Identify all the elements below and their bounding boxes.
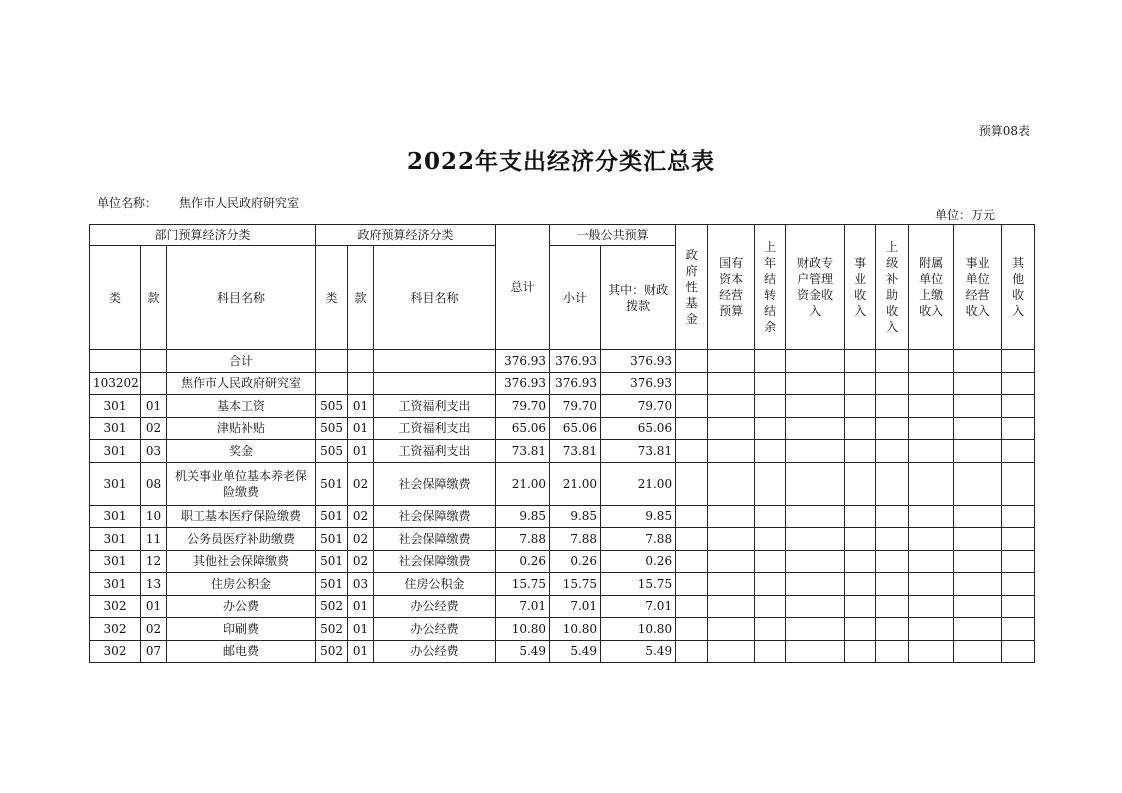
cell-empty [755, 550, 786, 573]
cell-empty [755, 395, 786, 418]
cell-empty [676, 505, 708, 528]
cell-empty [786, 350, 845, 373]
cell-gov-subject: 社会保障缴费 [374, 550, 496, 573]
cell-kuan [141, 350, 167, 373]
cell-fiscal: 21.00 [601, 462, 676, 505]
cell-gov-kuan: 02 [348, 505, 374, 528]
cell-empty [876, 395, 909, 418]
cell-gov-subject: 办公经费 [374, 618, 496, 641]
table-row [90, 462, 1035, 505]
cell-empty [676, 372, 708, 395]
cell-empty [876, 573, 909, 596]
cell-empty [876, 528, 909, 551]
cell-gov-subject [374, 372, 496, 395]
cell-lei: 302 [90, 618, 141, 641]
cell-lei: 301 [90, 417, 141, 440]
cell-empty [1002, 440, 1035, 463]
cell-fiscal: 7.88 [601, 528, 676, 551]
state-capital-header: 国有 资本 经营 预算 [708, 225, 755, 350]
cell-lei: 301 [90, 462, 141, 505]
cell-empty [909, 350, 954, 373]
cell-lei: 302 [90, 640, 141, 663]
cell-subject: 合计 [167, 350, 316, 373]
cell-empty [786, 395, 845, 418]
cell-empty [876, 595, 909, 618]
unit-name-line [97, 194, 299, 211]
cell-gov-lei: 502 [316, 640, 348, 663]
cell-kuan: 11 [141, 528, 167, 551]
cell-empty [786, 462, 845, 505]
cell-fiscal: 5.49 [601, 640, 676, 663]
table-row [90, 417, 1035, 440]
cell-empty [1002, 528, 1035, 551]
cell-empty [909, 595, 954, 618]
cell-gov-lei: 501 [316, 505, 348, 528]
cell-empty [954, 595, 1002, 618]
cell-gov-lei: 501 [316, 462, 348, 505]
cell-empty [954, 573, 1002, 596]
cell-fiscal: 65.06 [601, 417, 676, 440]
cell-gov-subject: 工资福利支出 [374, 440, 496, 463]
cell-gov-subject: 社会保障缴费 [374, 462, 496, 505]
cell-subject: 住房公积金 [167, 573, 316, 596]
cell-empty [876, 372, 909, 395]
gov-fund-header: 政 府 性 基 金 [676, 225, 708, 350]
cell-gov-subject: 办公经费 [374, 595, 496, 618]
cell-gov-lei: 502 [316, 595, 348, 618]
document-number: 预算08表 [978, 124, 1030, 138]
kuan-header: 款 [141, 246, 167, 350]
cell-empty [708, 640, 755, 663]
cell-empty [909, 395, 954, 418]
cell-empty [876, 618, 909, 641]
cell-empty [909, 550, 954, 573]
currency-unit: 单位：万元 [934, 208, 995, 222]
cell-gov-kuan: 01 [348, 395, 374, 418]
cell-subtotal: 10.80 [550, 618, 601, 641]
cell-empty [909, 462, 954, 505]
table-row [90, 372, 1035, 395]
cell-empty [755, 440, 786, 463]
cell-empty [954, 350, 1002, 373]
cell-empty [909, 528, 954, 551]
cell-total: 5.49 [496, 640, 550, 663]
cell-gov-kuan: 02 [348, 528, 374, 551]
cell-gov-kuan: 02 [348, 462, 374, 505]
cell-gov-kuan [348, 350, 374, 373]
cell-gov-subject: 社会保障缴费 [374, 505, 496, 528]
cell-gov-lei: 502 [316, 618, 348, 641]
cell-total: 79.70 [496, 395, 550, 418]
cell-kuan: 01 [141, 595, 167, 618]
cell-empty [954, 550, 1002, 573]
cell-empty [954, 440, 1002, 463]
cell-empty [786, 440, 845, 463]
cell-empty [786, 573, 845, 596]
cell-gov-lei: 505 [316, 440, 348, 463]
cell-empty [845, 573, 876, 596]
dept-group-header: 部门预算经济分类 [90, 225, 316, 246]
cell-subject: 其他社会保障缴费 [167, 550, 316, 573]
cell-kuan: 01 [141, 395, 167, 418]
cell-empty [909, 372, 954, 395]
gov-subject-header: 科目名称 [374, 246, 496, 350]
cell-gov-kuan: 01 [348, 417, 374, 440]
cell-gov-subject: 工资福利支出 [374, 395, 496, 418]
cell-empty [708, 550, 755, 573]
cell-lei: 301 [90, 573, 141, 596]
cell-subtotal: 15.75 [550, 573, 601, 596]
cell-fiscal: 376.93 [601, 350, 676, 373]
cell-kuan: 10 [141, 505, 167, 528]
cell-empty [676, 417, 708, 440]
cell-subtotal: 0.26 [550, 550, 601, 573]
cell-empty [786, 550, 845, 573]
cell-empty [1002, 372, 1035, 395]
cell-empty [676, 618, 708, 641]
cell-empty [676, 440, 708, 463]
cell-empty [845, 395, 876, 418]
cell-empty [909, 440, 954, 463]
cell-empty [845, 505, 876, 528]
cell-empty [845, 640, 876, 663]
cell-subject: 公务员医疗补助缴费 [167, 528, 316, 551]
cell-empty [876, 462, 909, 505]
cell-subject: 办公费 [167, 595, 316, 618]
cell-fiscal: 79.70 [601, 395, 676, 418]
table-row [90, 550, 1035, 573]
cell-gov-lei: 505 [316, 417, 348, 440]
cell-empty [708, 440, 755, 463]
cell-empty [954, 462, 1002, 505]
cell-total: 21.00 [496, 462, 550, 505]
gov-kuan-header: 款 [348, 246, 374, 350]
cell-gov-lei [316, 350, 348, 373]
cell-lei: 301 [90, 440, 141, 463]
cell-empty [876, 440, 909, 463]
cell-subtotal: 376.93 [550, 372, 601, 395]
cell-total: 73.81 [496, 440, 550, 463]
cell-subject: 基本工资 [167, 395, 316, 418]
cell-total: 15.75 [496, 573, 550, 596]
subject-header: 科目名称 [167, 246, 316, 350]
cell-gov-kuan [348, 372, 374, 395]
table-row [90, 618, 1035, 641]
cell-empty [676, 528, 708, 551]
cell-empty [954, 372, 1002, 395]
cell-empty [845, 462, 876, 505]
total-header: 总计 [496, 225, 550, 350]
cell-subtotal: 73.81 [550, 440, 601, 463]
cell-empty [1002, 350, 1035, 373]
cell-gov-lei [316, 372, 348, 395]
cell-total: 0.26 [496, 550, 550, 573]
cell-gov-lei: 501 [316, 528, 348, 551]
cell-gov-lei: 501 [316, 573, 348, 596]
cell-gov-kuan: 02 [348, 550, 374, 573]
cell-kuan: 08 [141, 462, 167, 505]
cell-empty [708, 595, 755, 618]
cell-empty [708, 395, 755, 418]
cell-empty [676, 550, 708, 573]
cell-empty [1002, 550, 1035, 573]
cell-empty [755, 640, 786, 663]
cell-empty [676, 573, 708, 596]
cell-total: 7.01 [496, 595, 550, 618]
cell-empty [708, 618, 755, 641]
cell-empty [954, 395, 1002, 418]
fiscal-header: 其中：财政拨款 [601, 246, 676, 350]
cell-empty [1002, 505, 1035, 528]
cell-fiscal: 0.26 [601, 550, 676, 573]
cell-gov-subject: 社会保障缴费 [374, 528, 496, 551]
cell-gov-kuan: 01 [348, 640, 374, 663]
cell-subject: 津贴补贴 [167, 417, 316, 440]
fiscal-special-header: 财政专 户管理 资金收 入 [786, 225, 845, 350]
cell-kuan: 03 [141, 440, 167, 463]
cell-subject: 奖金 [167, 440, 316, 463]
cell-fiscal: 7.01 [601, 595, 676, 618]
cell-empty [1002, 417, 1035, 440]
other-income-header: 其 他 收 入 [1002, 225, 1035, 350]
cell-lei: 103202 [90, 372, 141, 395]
cell-kuan: 02 [141, 417, 167, 440]
cell-empty [845, 372, 876, 395]
cell-empty [909, 618, 954, 641]
gov-group-header: 政府预算经济分类 [316, 225, 496, 246]
cell-gov-kuan: 03 [348, 573, 374, 596]
cell-fiscal: 73.81 [601, 440, 676, 463]
cell-empty [909, 417, 954, 440]
cell-fiscal: 376.93 [601, 372, 676, 395]
cell-total: 10.80 [496, 618, 550, 641]
cell-empty [708, 417, 755, 440]
affiliated-header: 附属 单位 上缴 收入 [909, 225, 954, 350]
cell-kuan: 02 [141, 618, 167, 641]
cell-kuan [141, 372, 167, 395]
cell-empty [1002, 618, 1035, 641]
table-row [90, 573, 1035, 596]
cell-empty [786, 505, 845, 528]
cell-empty [954, 528, 1002, 551]
cell-empty [954, 618, 1002, 641]
cell-empty [708, 372, 755, 395]
table-row [90, 595, 1035, 618]
cell-total: 9.85 [496, 505, 550, 528]
cell-total: 65.06 [496, 417, 550, 440]
cell-empty [909, 505, 954, 528]
cell-empty [876, 350, 909, 373]
business-operation-header: 事业 单位 经营 收入 [954, 225, 1002, 350]
cell-fiscal: 15.75 [601, 573, 676, 596]
cell-empty [708, 350, 755, 373]
cell-empty [909, 573, 954, 596]
cell-gov-subject: 工资福利支出 [374, 417, 496, 440]
table-row [90, 528, 1035, 551]
cell-gov-kuan: 01 [348, 440, 374, 463]
cell-empty [876, 550, 909, 573]
cell-lei: 302 [90, 595, 141, 618]
general-public-header: 一般公共预算 [550, 225, 676, 246]
cell-empty [755, 595, 786, 618]
cell-empty [755, 618, 786, 641]
cell-kuan: 13 [141, 573, 167, 596]
cell-empty [845, 440, 876, 463]
cell-gov-kuan: 01 [348, 595, 374, 618]
cell-gov-subject [374, 350, 496, 373]
cell-empty [1002, 595, 1035, 618]
cell-empty [845, 618, 876, 641]
cell-empty [676, 640, 708, 663]
cell-subject: 印刷费 [167, 618, 316, 641]
cell-empty [786, 528, 845, 551]
cell-empty [755, 573, 786, 596]
cell-lei: 301 [90, 528, 141, 551]
expenditure-table [89, 224, 1035, 663]
cell-gov-subject: 住房公积金 [374, 573, 496, 596]
subtotal-header: 小计 [550, 246, 601, 350]
cell-kuan: 07 [141, 640, 167, 663]
cell-empty [786, 618, 845, 641]
cell-empty [876, 505, 909, 528]
cell-empty [676, 350, 708, 373]
cell-fiscal: 9.85 [601, 505, 676, 528]
unit-name-label: 单位名称： [97, 196, 158, 210]
cell-empty [1002, 640, 1035, 663]
cell-empty [876, 417, 909, 440]
cell-empty [755, 372, 786, 395]
cell-subtotal: 376.93 [550, 350, 601, 373]
table-row [90, 640, 1035, 663]
cell-empty [845, 417, 876, 440]
cell-total: 376.93 [496, 372, 550, 395]
cell-subtotal: 7.01 [550, 595, 601, 618]
cell-empty [786, 417, 845, 440]
cell-subtotal: 9.85 [550, 505, 601, 528]
table-row [90, 440, 1035, 463]
cell-empty [708, 528, 755, 551]
cell-kuan: 12 [141, 550, 167, 573]
cell-empty [708, 573, 755, 596]
cell-empty [954, 505, 1002, 528]
cell-empty [755, 417, 786, 440]
cell-lei: 301 [90, 550, 141, 573]
cell-subject: 职工基本医疗保险缴费 [167, 505, 316, 528]
cell-empty [755, 505, 786, 528]
cell-empty [909, 640, 954, 663]
cell-total: 7.88 [496, 528, 550, 551]
cell-subtotal: 21.00 [550, 462, 601, 505]
cell-empty [708, 462, 755, 505]
header-row-1 [90, 225, 1035, 246]
cell-total: 376.93 [496, 350, 550, 373]
cell-empty [786, 595, 845, 618]
cell-subject: 机关事业单位基本养老保险缴费 [167, 462, 316, 505]
cell-lei: 301 [90, 395, 141, 418]
cell-empty [1002, 573, 1035, 596]
cell-subtotal: 7.88 [550, 528, 601, 551]
cell-gov-lei: 505 [316, 395, 348, 418]
gov-lei-header: 类 [316, 246, 348, 350]
unit-name-value: 焦作市人民政府研究室 [179, 196, 300, 210]
cell-empty [676, 595, 708, 618]
cell-empty [676, 462, 708, 505]
business-income-header: 事 业 收 入 [845, 225, 876, 350]
table-row [90, 395, 1035, 418]
cell-empty [755, 350, 786, 373]
cell-subtotal: 65.06 [550, 417, 601, 440]
cell-fiscal: 10.80 [601, 618, 676, 641]
cell-empty [876, 640, 909, 663]
cell-empty [1002, 462, 1035, 505]
cell-empty [845, 595, 876, 618]
cell-gov-lei: 501 [316, 550, 348, 573]
cell-subtotal: 79.70 [550, 395, 601, 418]
cell-gov-kuan: 01 [348, 618, 374, 641]
cell-subject: 焦作市人民政府研究室 [167, 372, 316, 395]
cell-empty [786, 372, 845, 395]
cell-empty [755, 528, 786, 551]
cell-empty [786, 640, 845, 663]
cell-empty [954, 640, 1002, 663]
prev-surplus-header: 上 年 结 转 结 余 [755, 225, 786, 350]
cell-empty [845, 528, 876, 551]
cell-empty [755, 462, 786, 505]
cell-lei [90, 350, 141, 373]
cell-subtotal: 5.49 [550, 640, 601, 663]
table-row [90, 505, 1035, 528]
cell-empty [708, 505, 755, 528]
cell-empty [845, 550, 876, 573]
cell-empty [954, 417, 1002, 440]
cell-empty [1002, 395, 1035, 418]
cell-empty [845, 350, 876, 373]
cell-lei: 301 [90, 505, 141, 528]
lei-header: 类 [90, 246, 141, 350]
page-title: 2022年支出经济分类汇总表 [406, 148, 715, 175]
table-row [90, 350, 1035, 373]
upper-subsidy-header: 上 级 补 助 收 入 [876, 225, 909, 350]
cell-subject: 邮电费 [167, 640, 316, 663]
cell-empty [676, 395, 708, 418]
cell-gov-subject: 办公经费 [374, 640, 496, 663]
